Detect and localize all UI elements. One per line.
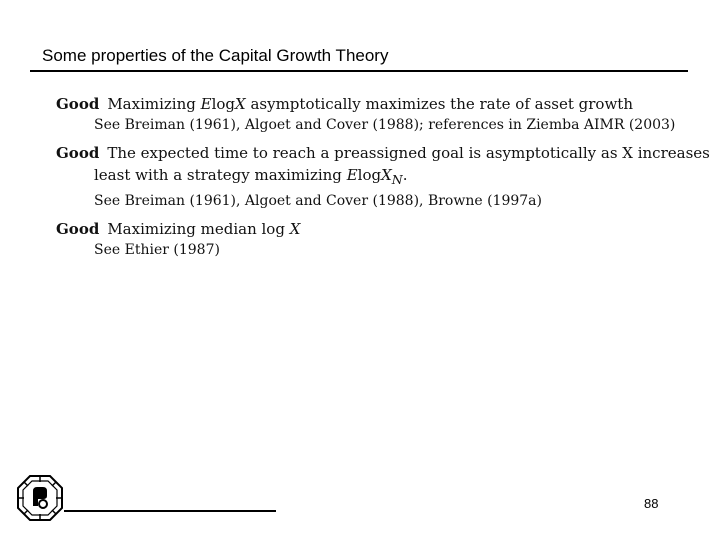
statement-text: Maximizing	[107, 95, 201, 113]
math-variable: X	[235, 95, 246, 113]
property-statement	[56, 218, 696, 240]
statement-text: least with a strategy maximizing	[94, 166, 347, 184]
property-label: Good	[56, 95, 100, 113]
property-reference: See Breiman (1961), Algoet and Cover (1988); references in Ziemba AIMR (2003)	[94, 117, 676, 133]
math-subscript: N	[391, 172, 403, 187]
math-variable: X	[289, 220, 301, 238]
property-list	[56, 93, 710, 267]
property-reference: See Breiman (1961), Algoet and Cover (1988), Browne (1997a)	[94, 193, 542, 209]
property-item	[56, 93, 696, 136]
math-expectation: E	[346, 166, 358, 184]
math-variable: X	[381, 166, 392, 184]
statement-text: .	[402, 166, 408, 184]
property-item	[56, 142, 710, 212]
footer-divider	[64, 510, 276, 512]
math-log: log	[357, 166, 382, 184]
statement-text: The expected time to reach a preassigned goal is asymptotically as X increases	[107, 144, 710, 162]
statement-text: Maximizing median log	[107, 220, 290, 238]
property-item	[56, 218, 696, 261]
slide-title: Some properties of the Capital Growth Theory	[42, 46, 389, 65]
property-label: Good	[56, 220, 100, 238]
property-reference: See Ethier (1987)	[94, 242, 220, 258]
property-statement	[56, 142, 710, 164]
property-label: Good	[56, 144, 100, 162]
math-expectation: E	[200, 95, 212, 113]
property-statement-continued	[94, 164, 696, 191]
page-number: 88	[644, 496, 659, 511]
octagon-emblem-icon	[16, 474, 64, 522]
property-statement	[56, 93, 696, 115]
math-log: log	[211, 95, 236, 113]
title-divider	[30, 70, 688, 72]
statement-text: asymptotically maximizes the rate of asset growth	[245, 95, 633, 113]
